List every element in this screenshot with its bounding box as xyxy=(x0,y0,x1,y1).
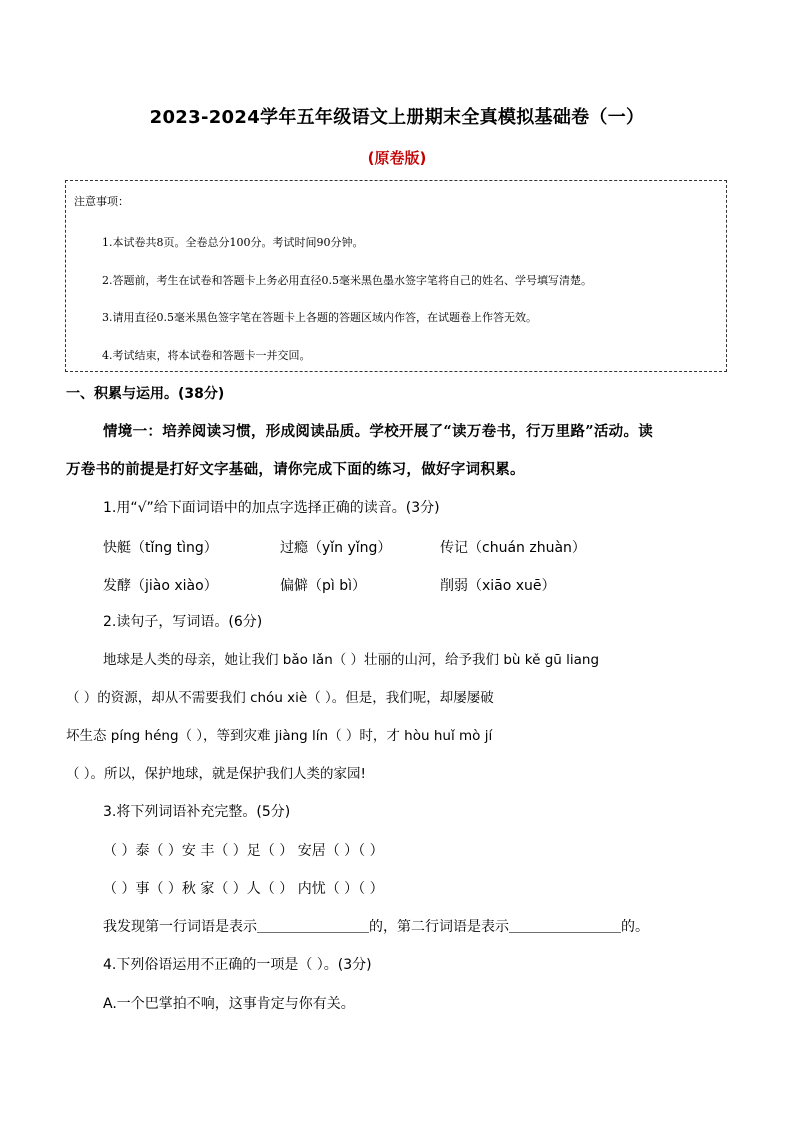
notice-heading: 注意事项： xyxy=(74,195,129,208)
q2-line-1: 地球是人类的母亲，她让我们 bǎo lǎn（ ）壮丽的山河，给予我们 bù kě gū liang xyxy=(103,652,600,668)
q1-item: 发酵（jiào xiào） xyxy=(103,578,218,594)
context-line-2: 万卷书的前提是打好文字基础，请你完成下面的练习，做好字词积累。 xyxy=(66,461,525,478)
q1-item: 快艇（tǐng tìng） xyxy=(103,540,218,556)
q4-stem: 4.下列俗语运用不正确的一项是（ ）。(3分) xyxy=(103,957,372,973)
q3-row-1: （ ）泰（ ）安 丰（ ）足（ ） 安居（ ）（ ） xyxy=(103,843,384,859)
q1-item: 传记（chuán zhuàn） xyxy=(440,540,586,556)
page-subtitle: (原卷版) xyxy=(367,149,427,167)
notice-item-3: 3.请用直径0.5毫米黑色签字笔在答题卡上各题的答题区域内作答，在试题卷上作答无效。 xyxy=(102,311,537,324)
notice-box xyxy=(65,180,727,372)
q2-stem: 2.读句子，写词语。(6分) xyxy=(103,614,263,630)
q1-item: 偏僻（pì bì） xyxy=(280,578,367,594)
section-heading: 一、积累与运用。(38分) xyxy=(66,386,225,402)
q3-stem: 3.将下列词语补充完整。(5分) xyxy=(103,804,291,820)
q1-item: 削弱（xiāo xuē） xyxy=(440,578,556,594)
context-line-1: 情境一：培养阅读习惯，形成阅读品质。学校开展了“读万卷书，行万里路”活动。读 xyxy=(103,423,654,440)
q3-conclusion: 我发现第一行词语是表示＿＿＿＿＿＿＿＿的，第二行词语是表示＿＿＿＿＿＿＿＿的。 xyxy=(103,919,649,935)
notice-item-2: 2.答题前，考生在试卷和答题卡上务必用直径0.5毫米黑色墨水签字笔将自己的姓名、学号填写清楚。 xyxy=(102,274,592,287)
page-title: 2023-2024学年五年级语文上册期末全真模拟基础卷（一） xyxy=(149,107,645,128)
q1-stem: 1.用“√”给下面词语中的加点字选择正确的读音。(3分) xyxy=(103,500,440,516)
notice-item-1: 1.本试卷共8页。全卷总分100分。考试时间90分钟。 xyxy=(102,236,364,249)
q2-line-4: （ ）。所以，保护地球，就是保护我们人类的家园! xyxy=(66,766,366,782)
q2-line-3: 坏生态 píng héng（ ），等到灾难 jiàng lín（ ）时，才 hòu huǐ mò jí xyxy=(66,728,493,744)
q3-row-2: （ ）事（ ）秋 家（ ）人（ ） 内忧（ ）（ ） xyxy=(103,881,384,897)
q2-line-2: （ ）的资源，却从不需要我们 chóu xiè（ ）。但是，我们呢，却屡屡破 xyxy=(66,690,494,706)
q4-option-a: A.一个巴掌拍不响，这事肯定与你有关。 xyxy=(103,996,355,1012)
notice-item-4: 4.考试结束，将本试卷和答题卡一并交回。 xyxy=(102,349,311,362)
q1-item: 过瘾（yǐn yǐng） xyxy=(280,540,392,556)
